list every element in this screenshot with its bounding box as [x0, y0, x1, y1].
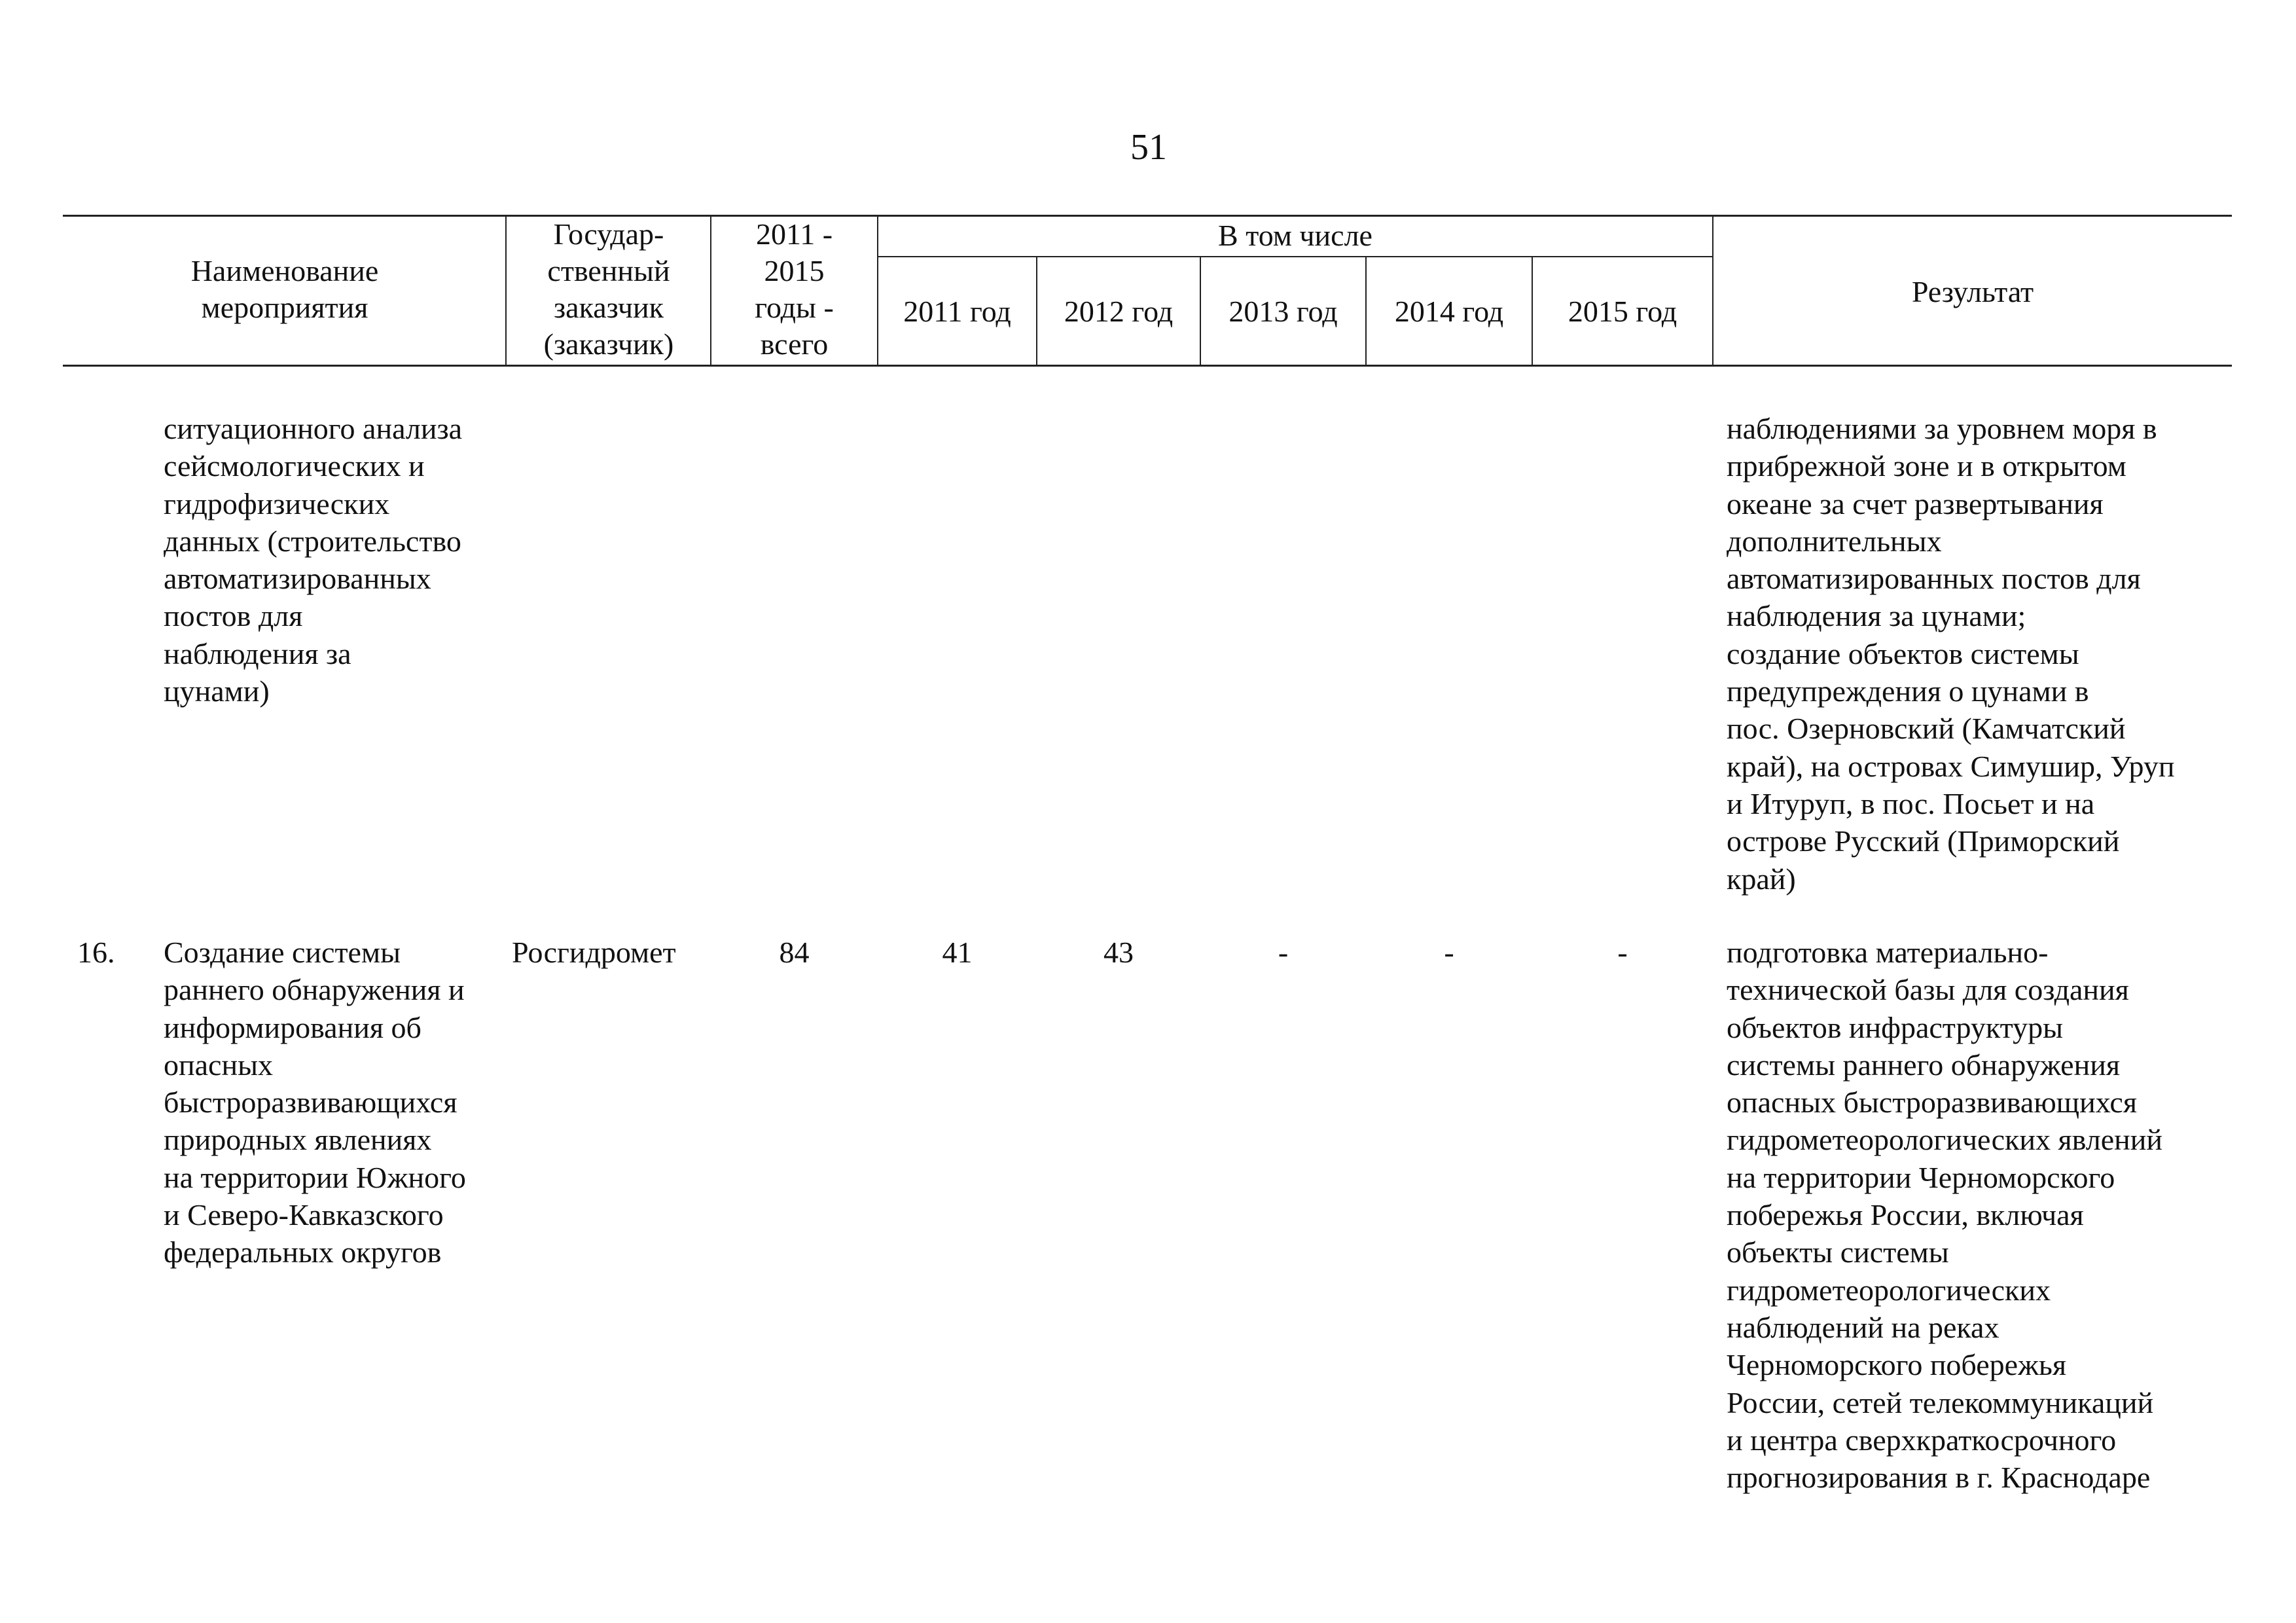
row-value-2011: 41	[942, 936, 973, 969]
header-total: 2011 - 2015 годы - всего	[755, 217, 834, 361]
including-rule	[877, 256, 1712, 257]
header-year-2014: 2014 год	[1394, 295, 1504, 328]
header-year-2013: 2013 год	[1229, 295, 1338, 328]
row-result: подготовка материально- технической базы для создания объектов инфраструктуры системы раннего обнаружения опасных быстроразвивающихся гидрометеорологических явлений на территории Черноморского побережья России, включая объекты системы гидрометеорологических наблюдений на реках Черноморского побережья России, сетей телекоммуникаций и центра сверхкраткосрочного прогнозирования в г. Краснодаре	[1727, 936, 2162, 1495]
row-customer: Росгидромет	[512, 936, 676, 969]
header-divider-1	[505, 216, 507, 365]
row-result: наблюдениями за уровнем моря в прибрежной зоне и в открытом океане за счет развертывания дополнительных автоматизированных постов для наблюдения за цунами; создание объектов системы предупреждения о цунами в пос. Озерновский (Камчатский край), на островах Симушир, Уруп и Итуруп, в пос. Посьет и на острове Русский (Приморский край)	[1727, 412, 2175, 896]
table-top-rule	[63, 215, 2232, 217]
header-year-2015: 2015 год	[1568, 295, 1677, 328]
row-number: 16.	[77, 936, 115, 969]
row-value-2013: -	[1278, 936, 1289, 969]
row-value-2014: -	[1444, 936, 1454, 969]
header-bottom-rule	[63, 365, 2232, 367]
header-customer: Государ- ственный заказчик (заказчик)	[543, 217, 674, 361]
header-name: Наименование мероприятия	[190, 254, 379, 324]
row-value-2015: -	[1617, 936, 1628, 969]
page-number: 51	[1130, 127, 1167, 168]
header-result: Результат	[1911, 275, 2034, 308]
row-name: ситуационного анализа сейсмологических и гидрофизических данных (строительство автоматизированных постов для наблюдения за цунами)	[164, 412, 463, 708]
row-value-2012: 43	[1103, 936, 1134, 969]
header-year-2011: 2011 год	[903, 295, 1011, 328]
header-including: В том числе	[1218, 219, 1372, 252]
row-total: 84	[779, 936, 810, 969]
row-name: Создание системы раннего обнаружения и информирования об опасных быстроразвивающихся природных явлениях на территории Южного и Северо-Кавказского федеральных округов	[164, 936, 466, 1269]
header-year-2012: 2012 год	[1064, 295, 1174, 328]
